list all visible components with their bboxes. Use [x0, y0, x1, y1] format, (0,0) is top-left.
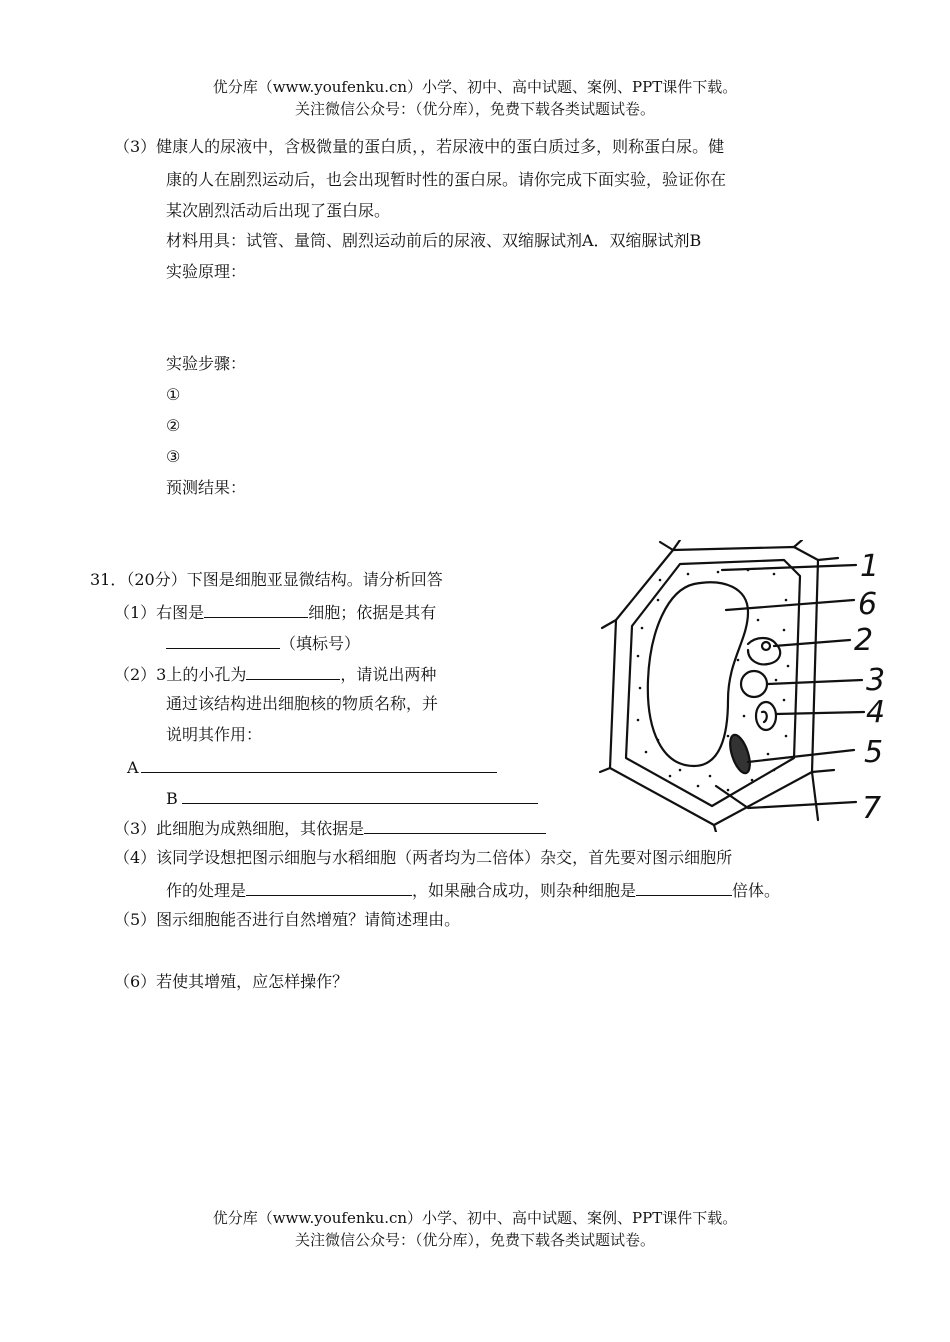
- q31-part-1-cont: [166, 632, 360, 654]
- q3-steps: 实验步骤：: [166, 354, 247, 373]
- q31-part-1-text-a: （1）右图是: [114, 603, 205, 622]
- q31-part-6: （6）若使其增殖，应怎样操作？: [114, 972, 349, 991]
- q3-step-1: ①: [166, 385, 181, 404]
- q31-part-2-text-b: ，请说出两种: [340, 665, 437, 684]
- q31-blank-substance-a[interactable]: [141, 756, 497, 773]
- q31-part-1-text-b: 细胞；依据是其有: [308, 603, 437, 622]
- plant-cell-diagram: [598, 540, 918, 832]
- q31-part-1-text-c: （填标号）: [280, 634, 361, 653]
- q3-materials: 材料用具：试管、量筒、剧烈运动前后的尿液、双缩脲试剂A．双缩脲试剂B: [166, 231, 702, 250]
- q3-prediction: 预测结果：: [166, 478, 247, 497]
- q31-part-4-line-2: [166, 879, 780, 901]
- q31-title: 31．（20分）下图是细胞亚显微结构。请分析回答: [90, 570, 443, 589]
- q31-blank-treatment[interactable]: [246, 879, 412, 896]
- q31-part-2-line-3: 说明其作用：: [166, 725, 263, 744]
- label-3: 3: [866, 663, 886, 698]
- q31-part-2-line-2: 通过该结构进出细胞核的物质名称，并: [166, 694, 439, 713]
- q31-part-4-text-d: 倍体。: [732, 881, 781, 900]
- q31-blank-ploidy[interactable]: [636, 879, 732, 896]
- label-1: 1: [860, 549, 880, 584]
- q31-part-4-text-b: 作的处理是: [166, 881, 247, 900]
- organelle-5: [726, 733, 754, 776]
- q31-part-5: （5）图示细胞能否进行自然增殖？请简述理由。: [114, 910, 461, 929]
- q31-part-3-text: （3）此细胞为成熟细胞，其依据是: [114, 819, 365, 838]
- label-4: 4: [866, 695, 886, 730]
- q3-step-2: ②: [166, 416, 181, 435]
- q31-part-2-b-label: B: [166, 789, 178, 808]
- q3-line-2: 康的人在剧烈运动后，也会出现暂时性的蛋白尿。请你完成下面实验，验证你在: [166, 170, 727, 189]
- organelle-3: [741, 671, 767, 697]
- label-2: 2: [854, 623, 874, 658]
- q3-principle: 实验原理：: [166, 262, 247, 281]
- q3-line-3: 某次剧烈活动后出现了蛋白尿。: [166, 201, 391, 220]
- q31-part-3: [114, 817, 546, 839]
- q31-blank-cell-type[interactable]: [204, 601, 308, 618]
- footer-line-2: 关注微信公众号：（优分库），免费下载各类试题试卷。: [294, 1231, 655, 1249]
- header-line-1: 优分库（www.youfenku.cn）小学、初中、高中试题、案例、PPT课件下载。: [212, 78, 738, 96]
- q31-part-2-text-a: （2）3上的小孔为: [114, 665, 247, 684]
- q31-part-2-b: [166, 787, 538, 809]
- q31-part-2-a-label: A: [127, 758, 139, 777]
- q31-part-1: [114, 601, 436, 623]
- label-5: 5: [864, 735, 884, 770]
- q31-blank-label-numbers[interactable]: [166, 632, 280, 649]
- q3-line-1: （3）健康人的尿液中，含极微量的蛋白质，，若尿液中的蛋白质过多，则称蛋白尿。健: [114, 137, 725, 156]
- q31-part-2-a: [127, 756, 497, 778]
- header-line-2: 关注微信公众号：（优分库），免费下载各类试题试卷。: [294, 100, 655, 118]
- label-7: 7: [862, 791, 882, 826]
- q3-step-3: ③: [166, 447, 181, 466]
- cell-wall-outer: [610, 547, 818, 825]
- q31-blank-substance-b[interactable]: [182, 787, 538, 804]
- q31-part-2: [114, 663, 436, 685]
- q31-part-4-line-1: （4）该同学设想把图示细胞与水稻细胞（两者均为二倍体）杂交，首先要对图示细胞所: [114, 848, 733, 867]
- q31-part-4-text-c: ，如果融合成功，则杂种细胞是: [412, 881, 637, 900]
- q31-blank-mature-reason[interactable]: [364, 817, 546, 834]
- q31-blank-pore[interactable]: [246, 663, 340, 680]
- footer-line-1: 优分库（www.youfenku.cn）小学、初中、高中试题、案例、PPT课件下载。: [212, 1209, 738, 1227]
- label-6: 6: [858, 587, 878, 622]
